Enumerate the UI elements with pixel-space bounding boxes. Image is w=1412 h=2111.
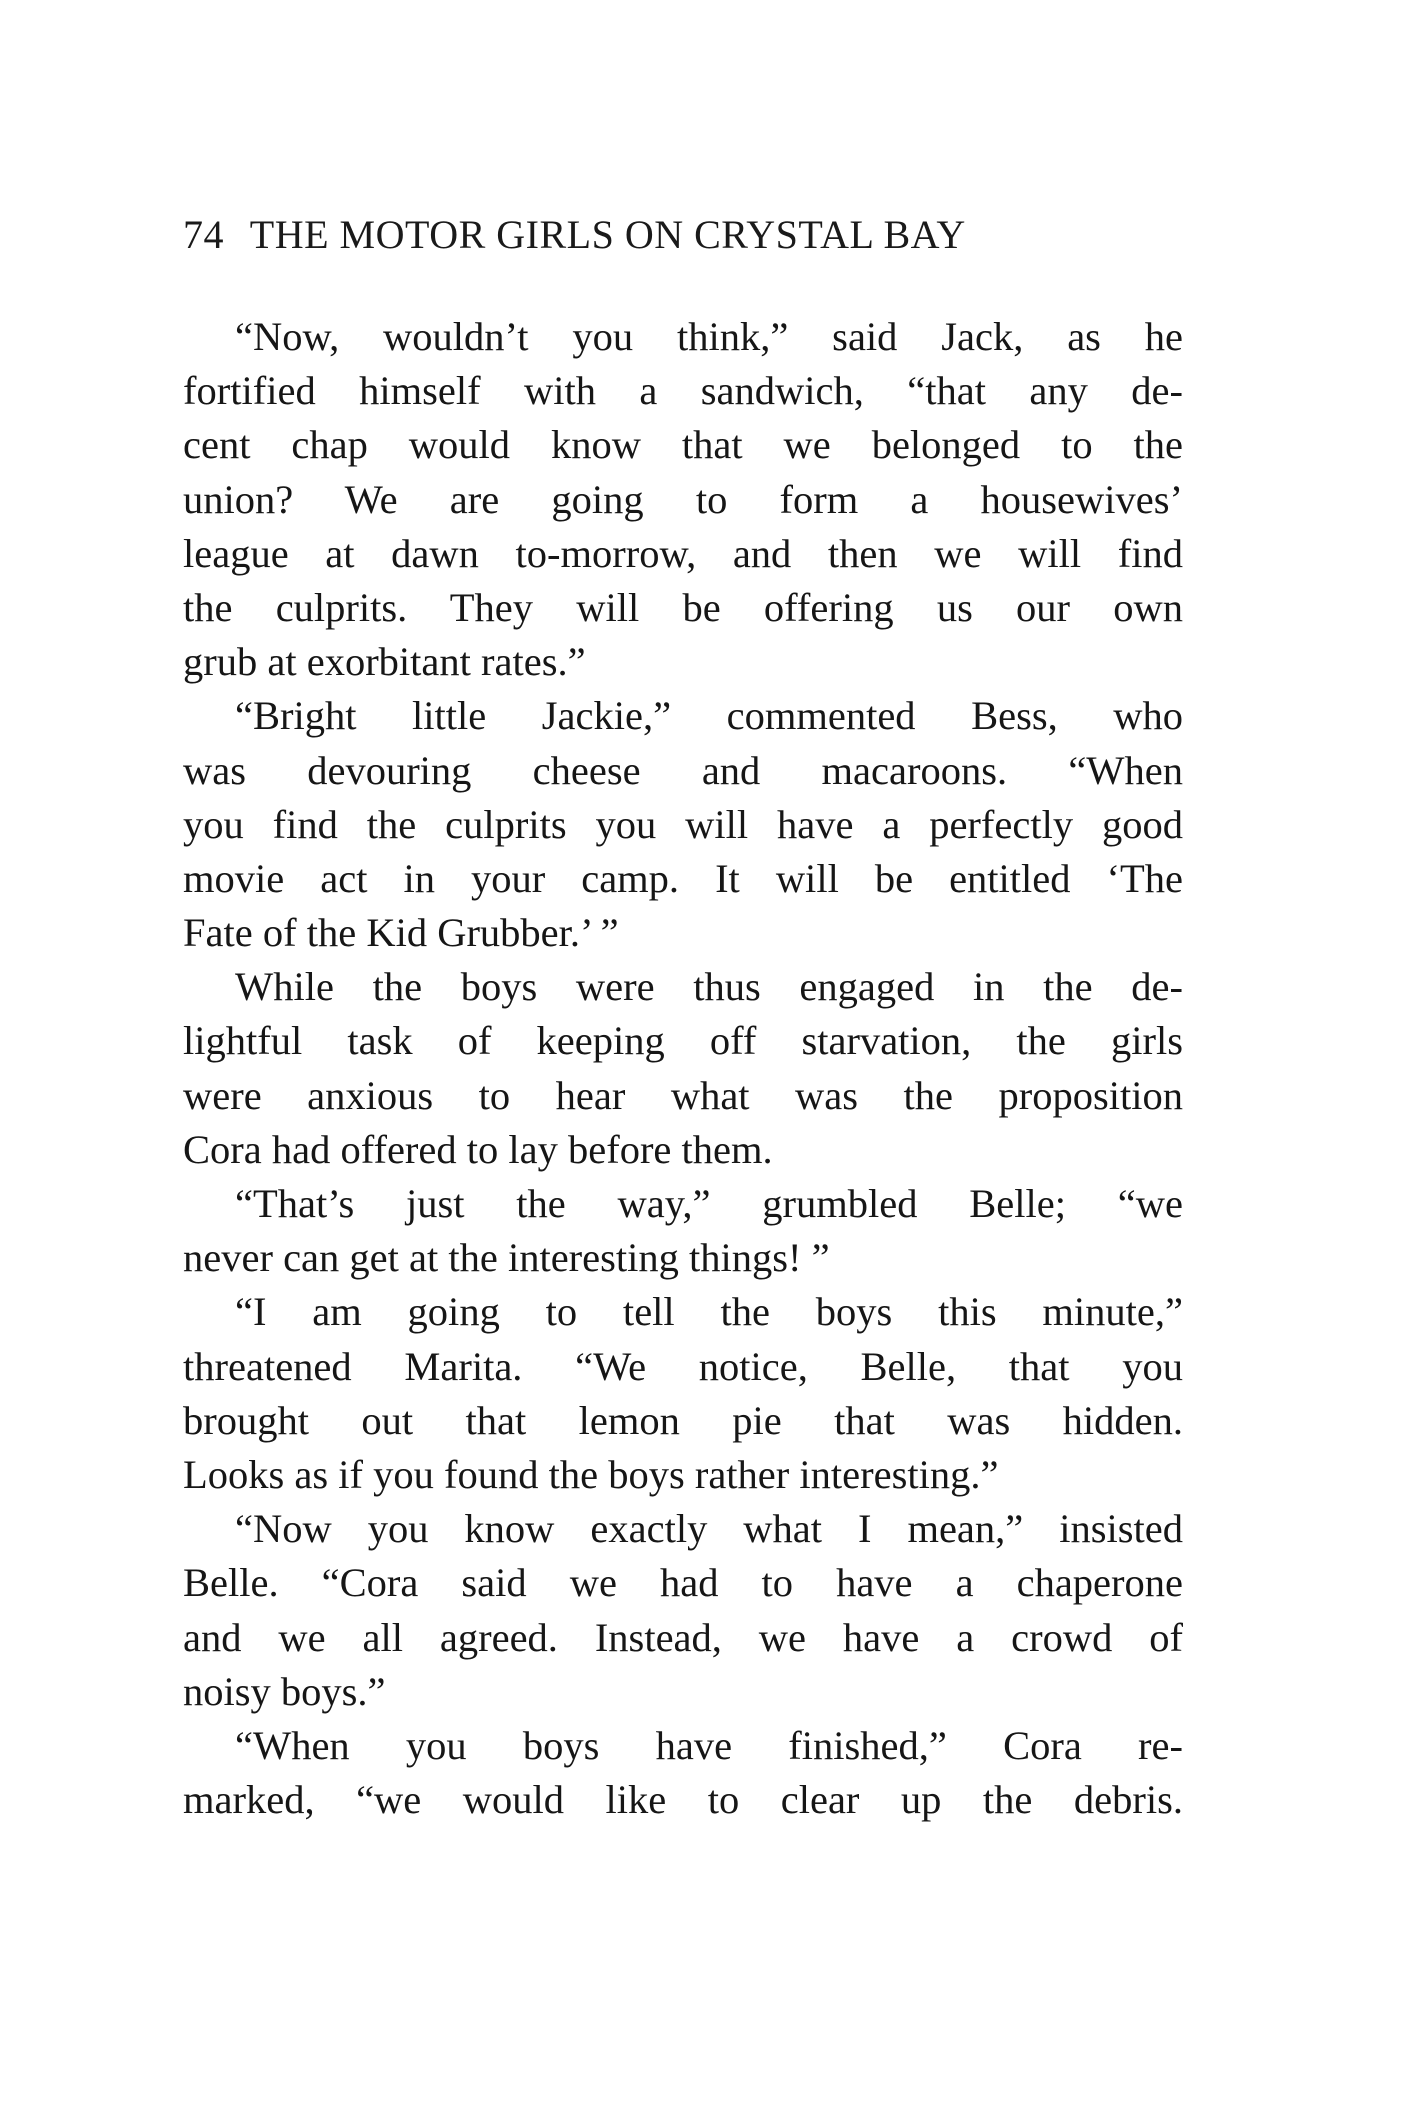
text-line: “Now you know exactly what I mean,” insisted — [235, 1506, 1183, 1552]
text-line: were anxious to hear what was the proposition — [183, 1072, 1183, 1118]
text-line: “That’s just the way,” grumbled Belle; “we — [235, 1181, 1183, 1226]
text-line: the culprits. They will be offering us our own — [183, 584, 1183, 630]
text-line: grub at exorbitant rates.” — [183, 639, 586, 685]
body-text — [183, 310, 1183, 1827]
text-line: fortified himself with a sandwich, “that any de- — [183, 368, 1183, 414]
text-line: you find the culprits you will have a perfectly good — [183, 801, 1183, 847]
text-line: “When you boys have finished,” Cora re- — [235, 1722, 1183, 1768]
text-line: noisy boys.” — [183, 1668, 386, 1714]
text-line: threatened Marita. “We notice, Belle, that you — [183, 1343, 1183, 1389]
running-title: THE MOTOR GIRLS ON CRYSTAL BAY — [249, 212, 966, 257]
text-line: league at dawn to-morrow, and then we will find — [183, 530, 1183, 576]
text-line: “Bright little Jackie,” commented Bess, who — [235, 693, 1183, 739]
running-head — [183, 212, 1183, 257]
text-line: cent chap would know that we belonged to the — [183, 422, 1183, 468]
text-line: was devouring cheese and macaroons. “When — [183, 747, 1183, 793]
text-line: “I am going to tell the boys this minute,” — [235, 1289, 1183, 1335]
text-line: While the boys were thus engaged in the de- — [235, 964, 1183, 1010]
page-number: 74 — [183, 212, 224, 257]
text-line: Fate of the Kid Grubber.’ ” — [183, 910, 619, 956]
text-line: lightful task of keeping off starvation, the girls — [183, 1018, 1183, 1064]
text-line: Belle. “Cora said we had to have a chaperone — [183, 1560, 1183, 1606]
text-line: Cora had offered to lay before them. — [183, 1126, 773, 1172]
text-line: brought out that lemon pie that was hidden. — [183, 1397, 1183, 1443]
text-line: movie act in your camp. It will be entitled ‘The — [183, 855, 1183, 901]
text-line: union? We are going to form a housewives’ — [183, 476, 1183, 522]
text-line: never can get at the interesting things! ” — [183, 1235, 830, 1281]
text-line: marked, “we would like to clear up the debris. — [183, 1777, 1183, 1823]
text-line: Looks as if you found the boys rather interesting.” — [183, 1451, 999, 1497]
text-line: and we all agreed. Instead, we have a crowd of — [183, 1614, 1183, 1660]
text-line: “Now, wouldn’t you think,” said Jack, as he — [235, 314, 1183, 359]
